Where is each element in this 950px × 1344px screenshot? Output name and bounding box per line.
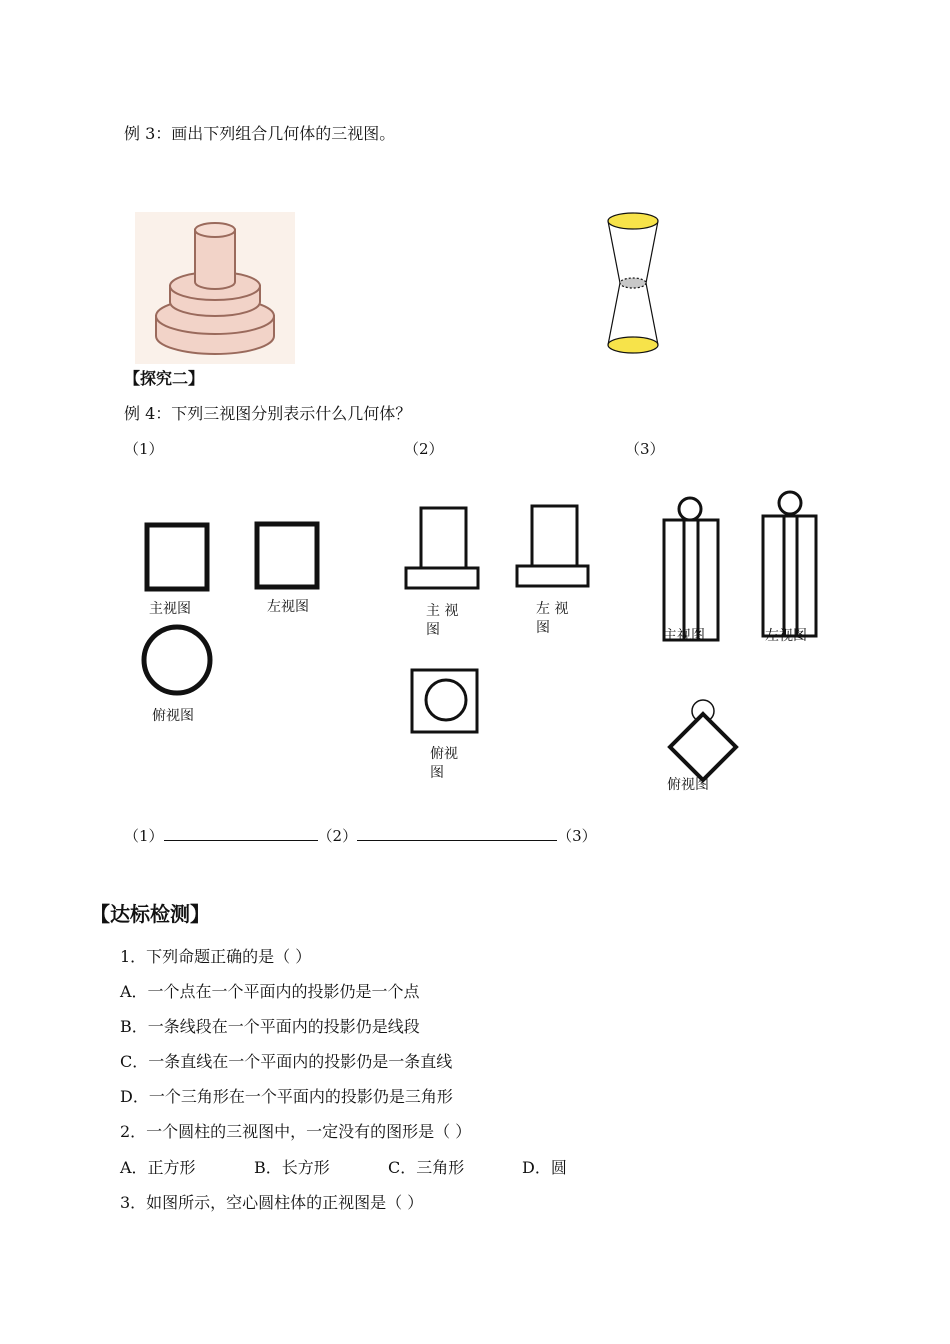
g3-top-label: 俯视图 — [667, 777, 709, 793]
g2-top-circle — [426, 680, 466, 720]
q1-option-c: C．一条直线在一个平面内的投影仍是一条直线 — [120, 1052, 453, 1071]
waist-ellipse — [620, 278, 646, 288]
answer-label-3: （3） — [557, 827, 597, 845]
answer-blank-2[interactable] — [357, 826, 557, 841]
g1-front-label: 主视图 — [149, 601, 191, 617]
g2-left-label: 左 视 图 — [536, 601, 569, 636]
g1-top-label: 俯视图 — [152, 708, 194, 724]
double-cone — [608, 213, 658, 353]
g3-left-circle — [779, 492, 801, 514]
g1-left-square — [257, 524, 317, 587]
q1-option-a: A．一个点在一个平面内的投影仍是一个点 — [120, 982, 420, 1001]
answer-label-2: （2） — [317, 827, 358, 845]
g2-top-label: 俯视 图 — [430, 746, 458, 781]
g1-top-circle — [144, 627, 210, 693]
q2-option-b: B．长方形 — [254, 1158, 330, 1177]
q1-option-b: B．一条线段在一个平面内的投影仍是线段 — [120, 1017, 420, 1036]
q3-stem: 3．如图所示，空心圆柱体的正视图是（ ） — [120, 1193, 424, 1212]
g3-left-label: 左视图 — [765, 628, 807, 644]
q2-option-a: A．正方形 — [120, 1158, 196, 1177]
g3-front-label: 主视图 — [663, 628, 705, 644]
q2-stem: 2．一个圆柱的三视图中，一定没有的图形是（ ） — [120, 1122, 472, 1141]
group-label-2: （2） — [404, 440, 444, 458]
g3-front-rect — [664, 520, 718, 640]
section2-heading: 【探究二】 — [124, 369, 205, 388]
g2-left-base-rect — [517, 566, 588, 586]
g2-left-upper-rect — [532, 506, 577, 566]
group-label-3: （3） — [625, 440, 665, 458]
g2-front-label: 主 视 图 — [426, 603, 459, 638]
g1-left-label: 左视图 — [267, 599, 309, 615]
g3-top-diamond — [670, 714, 736, 780]
g1-front-square — [147, 525, 207, 589]
g2-front-base-rect — [406, 568, 478, 588]
example3-title: 例 3：画出下列组合几何体的三视图。 — [124, 124, 396, 143]
answer-line — [124, 826, 597, 845]
answer-blank-1[interactable] — [164, 826, 318, 841]
g3-left-rect — [763, 516, 816, 636]
q2-option-d: D．圆 — [522, 1158, 567, 1177]
q1-option-d: D．一个三角形在一个平面内的投影仍是三角形 — [120, 1087, 453, 1106]
group-label-1: （1） — [124, 440, 164, 458]
top-cap-ellipse — [608, 213, 658, 229]
test-heading: 【达标检测】 — [90, 902, 210, 926]
g3-front-circle — [679, 498, 701, 520]
g2-front-upper-rect — [421, 508, 466, 568]
bottom-cap-ellipse — [608, 337, 658, 353]
q1-stem: 1．下列命题正确的是（ ） — [120, 947, 312, 966]
answer-label-1: （1） — [124, 827, 164, 845]
q2-option-c: C．三角形 — [388, 1158, 465, 1177]
example4-title: 例 4：下列三视图分别表示什么几何体？ — [124, 404, 412, 423]
